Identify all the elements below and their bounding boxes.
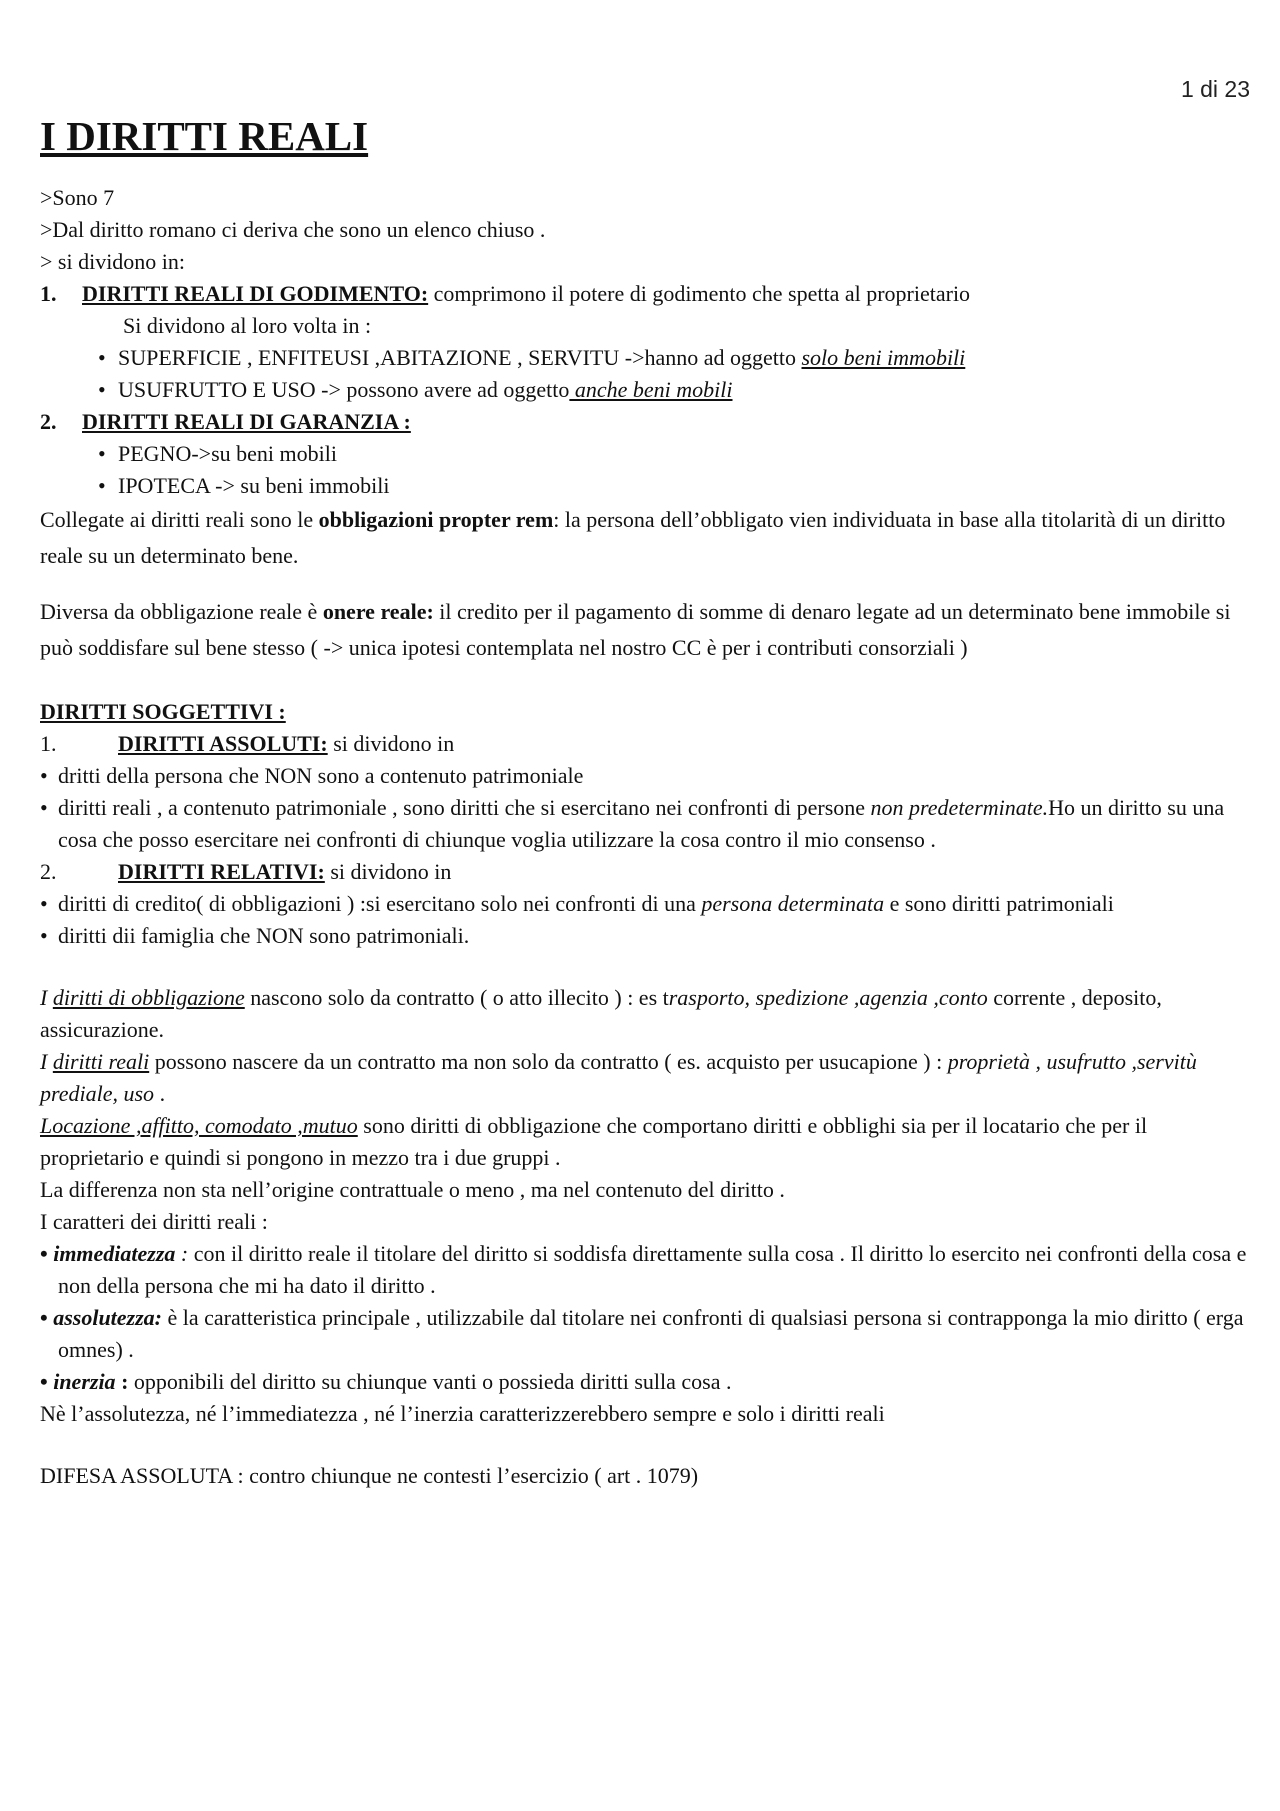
emphasis: anche beni mobili [569, 377, 733, 402]
assoluti-number: 1. [40, 731, 57, 756]
soggettivi-heading: DIRITTI SOGGETTIVI : [40, 699, 286, 724]
emphasis: Locazione ,affitto, comodato ,mutuo [40, 1113, 358, 1138]
relativi-bullet-1: • diritti di credito( di obbligazioni ) :si esercitano solo nei confronti di una persona determinata e sono diritti patrimoniali [40, 888, 1250, 920]
list-item: • IPOTECA -> su beni immobili [118, 470, 1250, 502]
godimento-list [40, 342, 1250, 406]
relativi-heading: DIRITTI RELATIVI: [118, 859, 325, 884]
conclusione-paragraph: Nè l’assolutezza, né l’immediatezza , né l’inerzia caratterizzerebbero sempre e solo i diritti reali [40, 1401, 885, 1426]
assoluti-heading-line: 1. DIRITTI ASSOLUTI: si dividono in [40, 728, 1250, 760]
assoluti-heading: DIRITTI ASSOLUTI: [118, 731, 328, 756]
caratteri-immediatezza: • immediatezza : con il diritto reale il titolare del diritto si soddisfa direttamente sulla cosa . Il diritto lo esercito nei confronti della cosa e non della persona che mi ha dato il diritto . [40, 1238, 1250, 1302]
caratteri-inerzia: • inerzia : opponibili del diritto su chiunque vanti o possieda diritti sulla cosa . [40, 1366, 1250, 1398]
relativi-heading-line: 2. DIRITTI RELATIVI: si dividono in [40, 856, 1250, 888]
page-title: I DIRITTI REALI [40, 113, 369, 159]
emphasis: solo beni immobili [801, 345, 966, 370]
term: assolutezza: [53, 1305, 162, 1330]
document-body [40, 108, 1250, 1492]
garanzia-list [40, 438, 1250, 502]
caratteri-intro: I caratteri dei diritti reali : [40, 1209, 268, 1234]
garanzia-number: 2. [40, 409, 57, 434]
relativi-number: 2. [40, 859, 57, 884]
list-item: • USUFRUTTO E USO -> possono avere ad oggetto anche beni mobili [118, 374, 1250, 406]
propter-term: obbligazioni propter rem [318, 507, 554, 532]
locazione-paragraph: Locazione ,affitto, comodato ,mutuo sono diritti di obbligazione che comportano diritti e obblighi sia per il locatario che per il proprietario e quindi si pongono in mezzo tra i due gruppi . [40, 1113, 1148, 1170]
godimento-heading-line [40, 278, 1250, 310]
onere-paragraph: Diversa da obbligazione reale è onere reale: il credito per il pagamento di somme di denaro legate ad un determinato bene immobile si può soddisfare sul bene stesso ( -> unica ipotesi contemplata nel nostro CC è per i contributi consorziali ) [40, 599, 1231, 660]
godimento-sub: Si dividono al loro volta in : [123, 313, 372, 338]
onere-term: onere reale: [322, 599, 434, 624]
intro-line-3: > si dividono in: [40, 249, 186, 274]
reali-origine-paragraph: I diritti reali possono nascere da un contratto ma non solo da contratto ( es. acquisto per usucapione ) : proprietà , usufrutto ,servitù prediale, uso . [40, 1049, 1197, 1106]
godimento-number: 1. [40, 281, 57, 306]
godimento-desc: comprimono il potere di godimento che spetta al proprietario [428, 281, 971, 306]
garanzia-heading-line [40, 406, 1250, 438]
emphasis: rasporto, spedizione ,agenzia ,conto [668, 985, 988, 1010]
term: inerzia [53, 1369, 116, 1394]
godimento-heading: DIRITTI REALI DI GODIMENTO: [82, 281, 429, 306]
intro-line-2: >Dal diritto romano ci deriva che sono un elenco chiuso . [40, 217, 546, 242]
emphasis: diritti di obbligazione [52, 985, 245, 1010]
emphasis: proprietà , usufrutto ,servitù prediale, uso [40, 1049, 1197, 1106]
assoluti-bullet-2: • diritti reali , a contenuto patrimoniale , sono diritti che si esercitano nei confronti di persone non predeterminate.Ho un diritto su una cosa che posso esercitare nei confronti di chiunque voglia utilizzare la cosa contro il mio consenso . [40, 792, 1250, 856]
emphasis: persona determinata [701, 891, 885, 916]
propter-paragraph: Collegate ai diritti reali sono le obbligazioni propter rem: la persona dell’obbligato vien individuata in base alla titolarità di un diritto reale su un determinato bene. [40, 507, 1226, 568]
relativi-bullet-2: • diritti dii famiglia che NON sono patrimoniali. [40, 920, 1250, 952]
list-item: • SUPERFICIE , ENFITEUSI ,ABITAZIONE , SERVITU ->hanno ad oggetto solo beni immobili [118, 342, 1250, 374]
obbligazione-paragraph: I diritti di obbligazione nascono solo da contratto ( o atto illecito ) : es trasporto, spedizione ,agenzia ,conto corrente , deposito, assicurazione. [40, 985, 1162, 1042]
emphasis: non predeterminate. [870, 795, 1049, 820]
term: immediatezza [53, 1241, 176, 1266]
differenza-paragraph: La differenza non sta nell’origine contrattuale o meno , ma nel contenuto del diritto . [40, 1177, 785, 1202]
page-number: 1 di 23 [1180, 76, 1250, 102]
garanzia-heading: DIRITTI REALI DI GARANZIA : [82, 409, 411, 434]
emphasis: diritti reali [52, 1049, 150, 1074]
list-item: • PEGNO->su beni mobili [118, 438, 1250, 470]
caratteri-assolutezza: • assolutezza: è la caratteristica principale , utilizzabile dal titolare nei confronti di qualsiasi persona si contrapponga la mio diritto ( erga omnes) . [40, 1302, 1250, 1366]
intro-line-1: >Sono 7 [40, 185, 115, 210]
assoluti-bullet-1: • dritti della persona che NON sono a contenuto patrimoniale [40, 760, 1250, 792]
difesa-paragraph: DIFESA ASSOLUTA : contro chiunque ne contesti l’esercizio ( art . 1079) [40, 1463, 699, 1488]
